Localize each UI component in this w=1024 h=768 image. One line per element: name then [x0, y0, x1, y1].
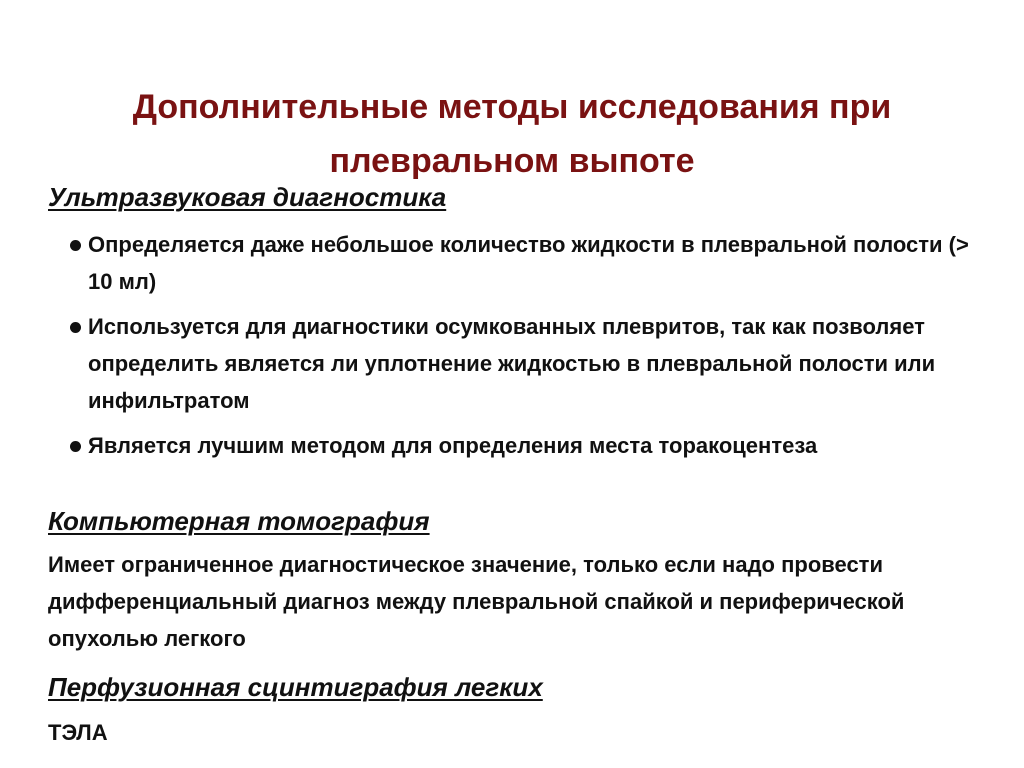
bullet-dot-icon — [70, 322, 81, 333]
bullet-dot-icon — [70, 441, 81, 452]
bullet-text: Является лучшим методом для определения места торакоцентеза — [88, 433, 818, 458]
bullet-item — [70, 427, 990, 464]
ultrasound-bullet-list — [70, 226, 990, 472]
slide-title: Дополнительные методы исследования при плевральном выпоте — [132, 88, 892, 180]
bullet-text: Используется для диагностики осумкованных плевритов, так как позволяет определить является ли уплотнение жидкостью в плевральной полости или инфильтратом — [88, 314, 936, 413]
bullet-dot-icon — [70, 240, 81, 251]
bullet-text: Определяется даже небольшое количество жидкости в плевральной полости (> 10 мл) — [88, 232, 969, 294]
bullet-item — [70, 226, 990, 300]
scintigraphy-description: ТЭЛА — [48, 720, 108, 745]
ct-description: Имеет ограниченное диагностическое значение, только если надо провести дифференциальный диагноз между плевральной спайкой и периферической опухолью легкого — [48, 552, 905, 651]
section-heading-scintigraphy: Перфузионная сцинтиграфия легких — [48, 672, 543, 702]
section-heading-ct: Компьютерная томография — [48, 506, 430, 536]
section-heading-ultrasound: Ультразвуковая диагностика — [48, 182, 447, 212]
bullet-item — [70, 308, 990, 419]
